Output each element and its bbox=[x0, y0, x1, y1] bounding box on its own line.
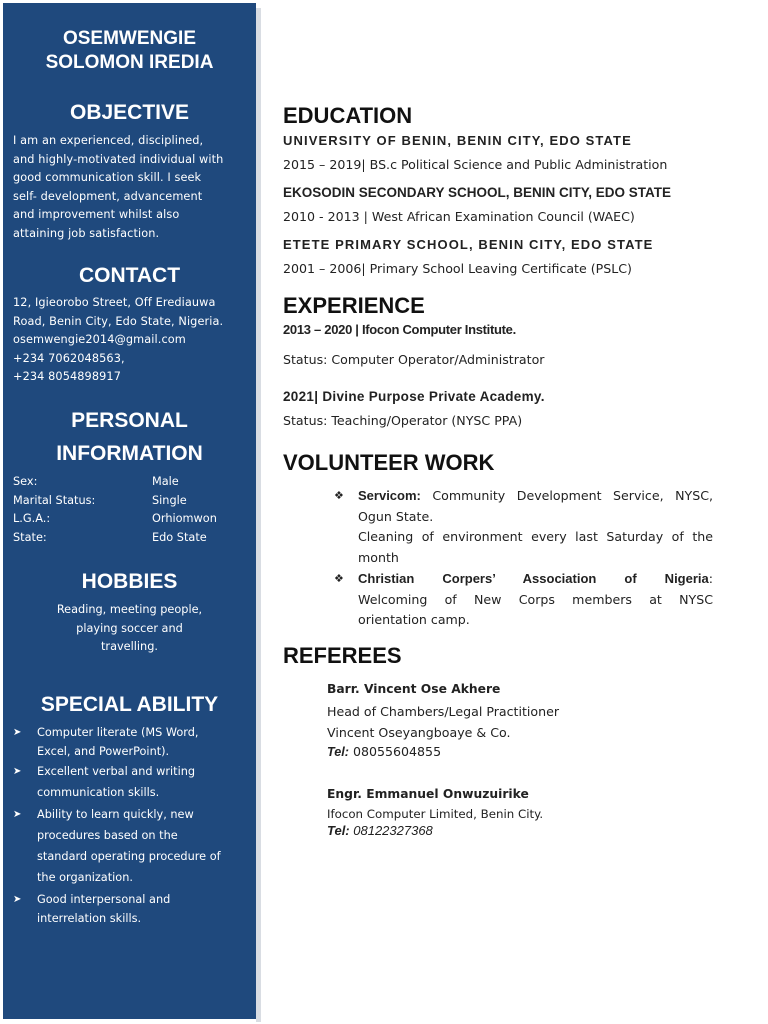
name-line-1: OSEMWENGIE bbox=[62, 28, 196, 49]
volunteer-text: Community Development Service, NYSC, bbox=[420, 488, 713, 503]
experience-heading: EXPERIENCE bbox=[283, 293, 425, 318]
personal-value: Edo State bbox=[152, 531, 207, 544]
job-title: 2021| Divine Purpose Private Academy. bbox=[283, 389, 545, 404]
school-name: EKOSODIN SECONDARY SCHOOL, BENIN CITY, EDO STATE bbox=[283, 185, 672, 200]
volunteer-label: Christian Corpers’ Association of Nigeria bbox=[358, 571, 709, 586]
volunteer-text: Welcoming of New Corps members at NYSC bbox=[358, 591, 713, 607]
ability-line: Excellent verbal and writing bbox=[37, 765, 196, 778]
sidebar-shadow bbox=[256, 8, 261, 1022]
hobbies-heading: HOBBIES bbox=[81, 570, 178, 593]
volunteer-heading: VOLUNTEER WORK bbox=[283, 450, 495, 475]
personal-key: L.G.A.: bbox=[13, 512, 51, 525]
contact-heading: CONTACT bbox=[78, 264, 181, 287]
address-line: 12, Igieorobo Street, Off Erediauwa bbox=[13, 296, 216, 309]
arrow-bullet-icon: ➤ bbox=[13, 809, 22, 820]
tel-label: Tel: bbox=[327, 823, 350, 838]
personal-heading-2: INFORMATION bbox=[56, 442, 203, 465]
volunteer-item-cca bbox=[334, 569, 713, 631]
diamond-bullet-icon: ❖ bbox=[334, 489, 344, 502]
email-text: osemwengie2014@gmail.com bbox=[13, 333, 186, 347]
ability-line: Ability to learn quickly, new bbox=[37, 808, 194, 821]
ability-line: communication skills. bbox=[37, 786, 160, 799]
referee-org: Vincent Oseyangboaye & Co. bbox=[327, 725, 511, 740]
referee-phone bbox=[327, 744, 441, 759]
school-detail: 2015 – 2019| BS.c Political Science and Public Administration bbox=[283, 157, 668, 172]
volunteer-text: Cleaning of environment every last Saturday of the bbox=[358, 529, 713, 544]
referee-phone bbox=[327, 823, 433, 839]
personal-value: Orhiomwon bbox=[152, 512, 217, 525]
ability-line: the organization. bbox=[37, 871, 133, 884]
phone-text: +234 8054898917 bbox=[13, 370, 121, 384]
objective-line: self- development, advancement bbox=[13, 189, 203, 203]
objective-line: I am an experienced, disciplined, bbox=[13, 134, 204, 147]
volunteer-text: month bbox=[358, 549, 399, 565]
personal-key: State: bbox=[13, 531, 47, 544]
school-detail: 2010 - 2013 | West African Examination Council (WAEC) bbox=[283, 209, 635, 224]
contact-text bbox=[13, 294, 245, 387]
sidebar bbox=[3, 3, 256, 1019]
ability-line: Computer literate (MS Word, bbox=[37, 726, 199, 739]
tel-label: Tel: bbox=[327, 745, 349, 759]
referees-heading: REFEREES bbox=[283, 643, 402, 668]
phone-text: +234 7062048563, bbox=[13, 351, 125, 365]
diamond-bullet-icon: ❖ bbox=[334, 572, 344, 585]
special-ability-heading: SPECIAL ABILITY bbox=[40, 693, 219, 716]
hobbies-line: playing soccer and bbox=[76, 622, 183, 635]
personal-value: Male bbox=[152, 475, 179, 488]
objective-line: good communication skill. I seek bbox=[13, 171, 202, 185]
ability-line: Good interpersonal and bbox=[37, 893, 171, 906]
hobbies-line: Reading, meeting people, bbox=[56, 603, 203, 616]
ability-line: procedures based on the bbox=[37, 829, 178, 842]
school-name: UNIVERSITY OF BENIN, BENIN CITY, EDO STATE bbox=[283, 133, 632, 148]
objective-line: and improvement whilst also bbox=[13, 208, 180, 222]
referee-org: Ifocon Computer Limited, Benin City. bbox=[327, 807, 544, 821]
objective-heading: OBJECTIVE bbox=[69, 101, 190, 124]
referee-role: Head of Chambers/Legal Practitioner bbox=[327, 704, 559, 719]
address-line: Road, Benin City, Edo State, Nigeria. bbox=[13, 314, 224, 328]
hobbies-line: travelling. bbox=[101, 640, 158, 653]
volunteer-text: Ogun State. bbox=[358, 508, 434, 524]
personal-value: Single bbox=[152, 494, 187, 507]
job-status: Status: Computer Operator/Administrator bbox=[283, 352, 545, 367]
referee-name: Engr. Emmanuel Onwuzuirike bbox=[327, 787, 529, 801]
objective-line: attaining job satisfaction. bbox=[13, 226, 160, 240]
volunteer-label: Servicom: bbox=[358, 488, 421, 503]
arrow-bullet-icon: ➤ bbox=[13, 727, 22, 738]
tel-number: 08055604855 bbox=[348, 744, 442, 759]
volunteer-text: orientation camp. bbox=[358, 612, 470, 627]
referee-name: Barr. Vincent Ose Akhere bbox=[327, 682, 501, 696]
tel-number: 08122327368 bbox=[349, 823, 433, 838]
ability-line: Excel, and PowerPoint). bbox=[37, 745, 170, 758]
objective-line: and highly-motivated individual with bbox=[13, 152, 224, 166]
arrow-bullet-icon: ➤ bbox=[13, 894, 22, 905]
objective-text bbox=[13, 132, 245, 244]
arrow-bullet-icon: ➤ bbox=[13, 766, 22, 777]
personal-key: Sex: bbox=[13, 475, 38, 488]
job-status: Status: Teaching/Operator (NYSC PPA) bbox=[283, 413, 523, 428]
name-line-2: SOLOMON IREDIA bbox=[45, 52, 214, 73]
volunteer-item-servicom bbox=[334, 486, 713, 568]
job-title: 2013 – 2020 | Ifocon Computer Institute. bbox=[283, 322, 516, 337]
personal-heading-1: PERSONAL bbox=[71, 409, 188, 432]
ability-line: interrelation skills. bbox=[37, 912, 142, 925]
volunteer-colon: : bbox=[708, 571, 713, 586]
personal-key: Marital Status: bbox=[13, 494, 96, 507]
ability-line: standard operating procedure of bbox=[37, 850, 221, 863]
education-heading: EDUCATION bbox=[283, 103, 413, 128]
school-name: ETETE PRIMARY SCHOOL, BENIN CITY, EDO STATE bbox=[283, 237, 654, 252]
school-detail: 2001 – 2006| Primary School Leaving Certificate (PSLC) bbox=[283, 261, 632, 276]
